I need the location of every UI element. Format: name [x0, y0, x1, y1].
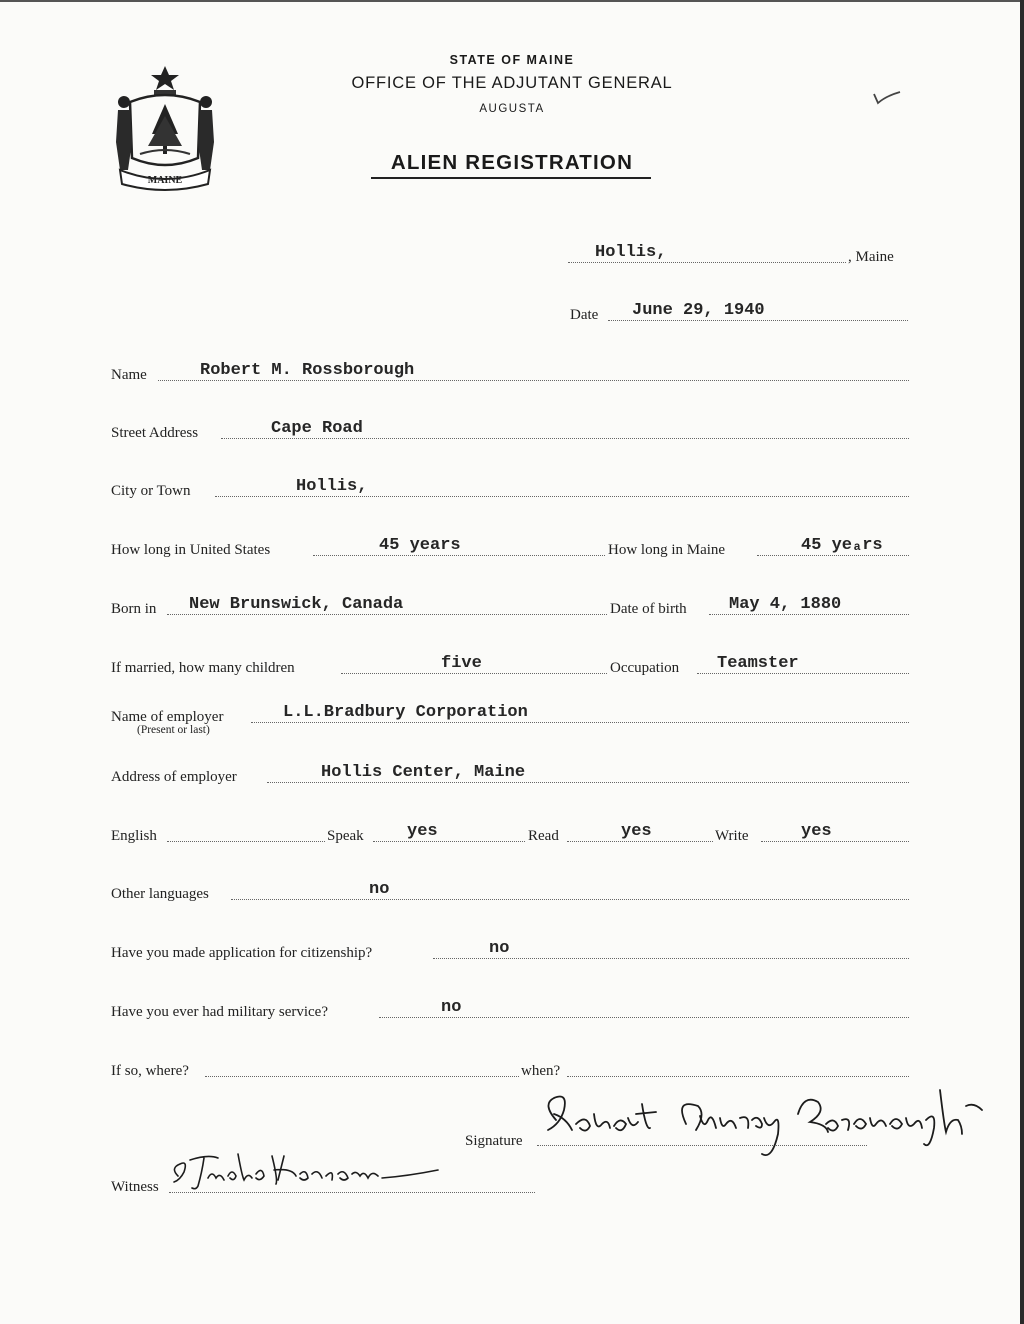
read-value: yes — [621, 822, 652, 841]
occupation-label: Occupation — [610, 660, 680, 676]
employer-value: L.L.Bradbury Corporation — [283, 703, 528, 722]
read-label: Read — [528, 828, 559, 844]
children-line[interactable] — [341, 673, 607, 674]
maine-label: How long in Maine — [608, 542, 726, 558]
page-edge-right — [1020, 0, 1024, 1324]
speak-value: yes — [407, 822, 438, 841]
military-line[interactable] — [379, 1017, 909, 1018]
employer-label: Name of employer — [111, 709, 224, 725]
header-office: OFFICE OF THE ADJUTANT GENERAL — [351, 74, 673, 92]
children-value: five — [441, 654, 482, 673]
witness-handwriting — [168, 1146, 468, 1196]
maine-line[interactable] — [757, 555, 909, 556]
speak-label: Speak — [327, 828, 364, 844]
born-value: New Brunswick, Canada — [189, 595, 404, 614]
date-line[interactable] — [608, 320, 908, 321]
dob-value: May 4, 1880 — [729, 595, 842, 614]
date-value: June 29, 1940 — [632, 301, 765, 320]
street-value: Cape Road — [271, 419, 363, 438]
city-label: City or Town — [111, 483, 191, 499]
title-underline — [371, 177, 651, 179]
citizenship-line[interactable] — [433, 958, 909, 959]
employer-address-row — [111, 758, 911, 788]
date-row — [570, 296, 910, 326]
date-label: Date — [570, 307, 599, 323]
other-languages-label: Other languages — [111, 886, 209, 902]
english-row — [111, 817, 911, 847]
residence-row — [111, 531, 911, 561]
citizenship-value: no — [489, 939, 510, 958]
children-label: If married, how many children — [111, 660, 295, 676]
name-line[interactable] — [158, 380, 909, 381]
when-label: when? — [521, 1063, 561, 1079]
military-row — [111, 993, 911, 1023]
name-value: Robert M. Rossborough — [200, 361, 415, 380]
name-label: Name — [111, 367, 147, 383]
military-value: no — [441, 998, 462, 1017]
city-value: Hollis, — [296, 477, 368, 496]
citizenship-label: Have you made application for citizenship? — [111, 945, 373, 961]
street-label: Street Address — [111, 425, 199, 441]
location-town-value: Hollis, — [595, 243, 667, 262]
location-row — [568, 238, 913, 268]
military-label: Have you ever had military service? — [111, 1004, 328, 1020]
other-languages-value: no — [369, 880, 390, 899]
us-line[interactable] — [313, 555, 605, 556]
dob-label: Date of birth — [610, 601, 687, 617]
page-title: ALIEN REGISTRATION — [390, 151, 634, 174]
where-label: If so, where? — [111, 1063, 189, 1079]
witness-label: Witness — [111, 1179, 159, 1195]
employer-row — [111, 698, 911, 728]
read-line[interactable] — [567, 841, 713, 842]
children-row — [111, 649, 911, 679]
occupation-line[interactable] — [697, 673, 909, 674]
born-line[interactable] — [167, 614, 607, 615]
check-mark-icon — [872, 88, 904, 106]
citizenship-row — [111, 934, 911, 964]
street-row — [111, 414, 911, 444]
name-row — [111, 356, 911, 386]
city-row — [111, 472, 911, 502]
birth-row — [111, 590, 911, 620]
when-line[interactable] — [567, 1076, 909, 1077]
where-row — [111, 1052, 911, 1082]
maine-value: 45 yeₐrs — [801, 536, 883, 555]
seal-text: MAINE — [147, 175, 183, 186]
location-suffix: , Maine — [848, 249, 894, 265]
us-value: 45 years — [379, 536, 461, 555]
employer-sublabel: (Present or last) — [137, 724, 210, 736]
other-languages-row — [111, 875, 911, 905]
location-line[interactable] — [568, 262, 846, 263]
speak-line[interactable] — [373, 841, 525, 842]
write-value: yes — [801, 822, 832, 841]
write-label: Write — [715, 828, 749, 844]
page-edge-top — [0, 0, 1024, 2]
occupation-value: Teamster — [717, 654, 799, 673]
english-line[interactable] — [167, 841, 325, 842]
employer-address-line[interactable] — [267, 782, 909, 783]
english-label: English — [111, 828, 157, 844]
signature-handwriting — [536, 1084, 1008, 1166]
signature-label: Signature — [465, 1133, 523, 1149]
city-line[interactable] — [215, 496, 909, 497]
where-line[interactable] — [205, 1076, 519, 1077]
other-languages-line[interactable] — [231, 899, 909, 900]
employer-address-label: Address of employer — [111, 769, 237, 785]
employer-address-value: Hollis Center, Maine — [321, 763, 526, 782]
header-state: STATE OF MAINE — [449, 53, 575, 67]
us-label: How long in United States — [111, 542, 271, 558]
header-city: AUGUSTA — [479, 103, 545, 115]
born-label: Born in — [111, 601, 157, 617]
dob-line[interactable] — [709, 614, 909, 615]
street-line[interactable] — [221, 438, 909, 439]
employer-line[interactable] — [251, 722, 909, 723]
write-line[interactable] — [761, 841, 909, 842]
